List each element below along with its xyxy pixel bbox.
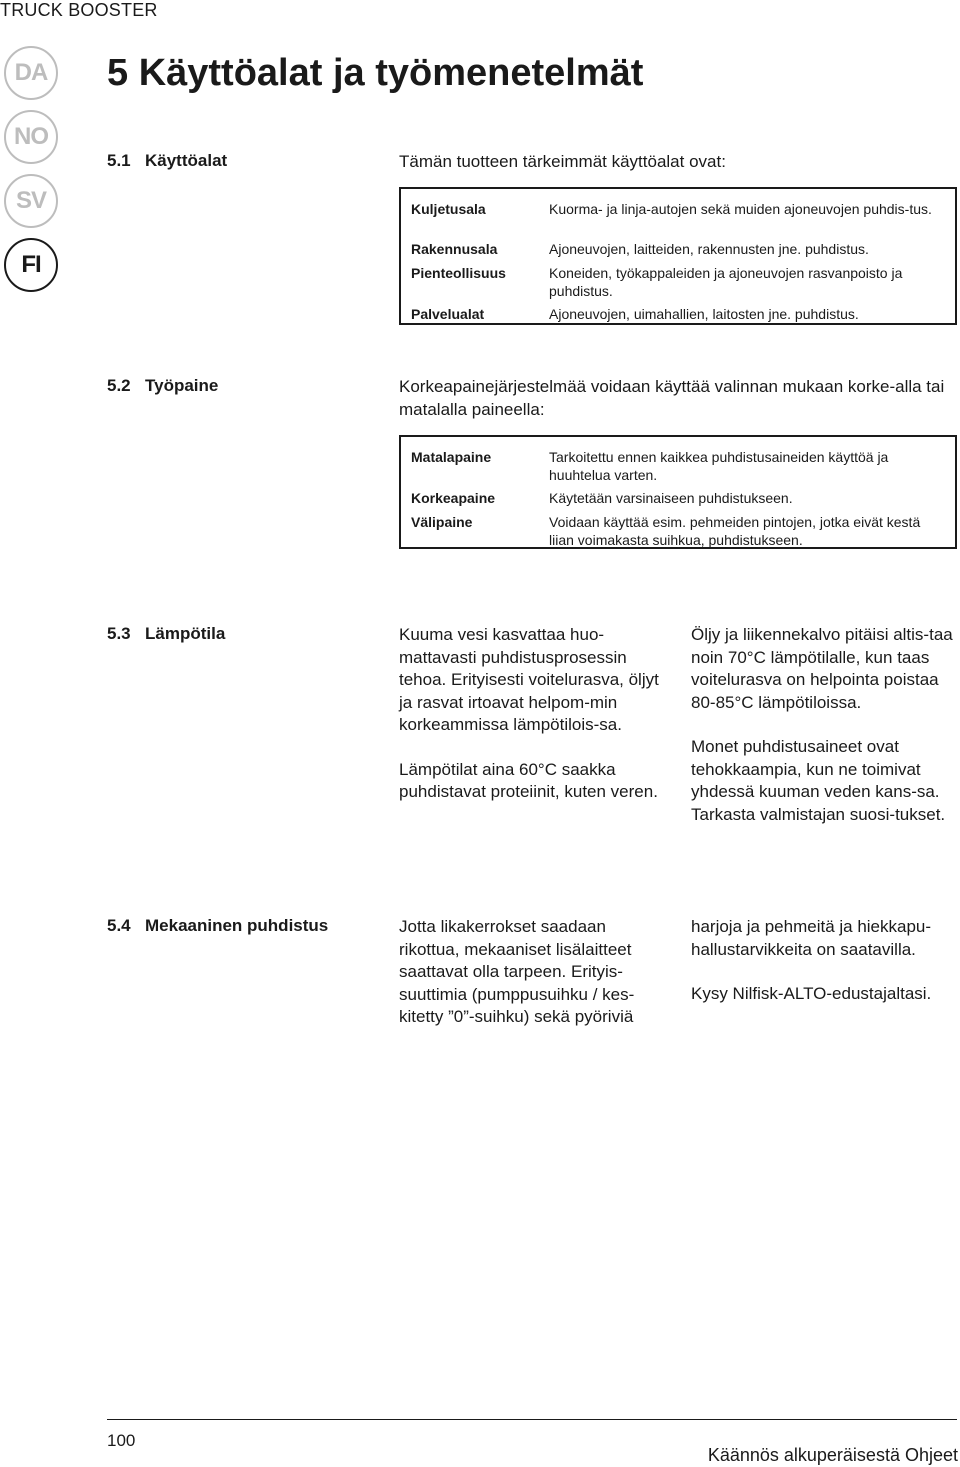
row-term: Korkeapaine bbox=[411, 490, 496, 506]
language-tab-fi[interactable]: FI bbox=[4, 238, 58, 292]
section-number: 5.4 bbox=[107, 916, 131, 935]
row-term: Kuljetusala bbox=[411, 201, 486, 217]
section-number: 5.1 bbox=[107, 151, 131, 170]
section-title: Käyttöalat bbox=[145, 151, 228, 170]
section-title: Työpaine bbox=[145, 376, 219, 395]
section-5-3-heading bbox=[107, 624, 225, 644]
paragraph: Kuuma vesi kasvattaa huo-mattavasti puhdistusprosessin tehoa. Erityisesti voitelurasva, öljyt ja rasvat irtoavat helpom-min korkeammissa lämpötilois-sa. bbox=[399, 625, 659, 734]
row-term: Rakennusala bbox=[411, 241, 498, 257]
row-description: Voidaan käyttää esim. pehmeiden pintojen, jotka eivät kestä liian voimakasta suihkua, puhdistukseen. bbox=[549, 514, 921, 548]
section-number: 5.3 bbox=[107, 624, 131, 643]
footer-divider bbox=[107, 1419, 957, 1420]
language-tab-no[interactable]: NO bbox=[4, 110, 58, 164]
paragraph: Monet puhdistusaineet ovat tehokkaampia, kun ne toimivat yhdessä kuuman veden kans-sa. Tarkasta valmistajan suosi-tukset. bbox=[691, 737, 946, 824]
row-description: Ajoneuvojen, uimahallien, laitosten jne. puhdistus. bbox=[549, 306, 859, 322]
language-tab-sv[interactable]: SV bbox=[4, 174, 58, 228]
row-term: Palvelualat bbox=[411, 306, 485, 322]
paragraph: harjoja ja pehmeitä ja hiekkapu-hallustarvikkeita on saatavilla. bbox=[691, 917, 932, 959]
row-description: Ajoneuvojen, laitteiden, rakennusten jne. puhdistus. bbox=[549, 241, 869, 257]
language-tab-da[interactable]: DA bbox=[4, 46, 58, 100]
row-term: Välipaine bbox=[411, 514, 473, 530]
section-5-4-column-2 bbox=[691, 916, 957, 1006]
chapter-title: 5 Käyttöalat ja työmenetelmät bbox=[107, 52, 644, 94]
row-term: Pienteollisuus bbox=[411, 265, 506, 281]
section-title: Mekaaninen puhdistus bbox=[145, 916, 329, 935]
section-5-3-column-2 bbox=[691, 624, 953, 826]
section-5-1-intro: Tämän tuotteen tärkeimmät käyttöalat ovat: bbox=[399, 152, 726, 171]
paragraph: Jotta likakerrokset saadaan rikottua, mekaaniset lisälaitteet saattavat olla tarpeen. Erityis-suuttimia (pumppusuihku / kes-kitetty ”0”-suihku) sekä pyöriviä bbox=[399, 917, 635, 1026]
paragraph: Öljy ja liikennekalvo pitäisi altis-taa noin 70°C lämpötilalle, kun taas voitelurasva on helpointa poistaa 80-85°C lämpötiloissa. bbox=[691, 625, 953, 712]
section-title: Lämpötila bbox=[145, 624, 226, 643]
pressure-table bbox=[399, 435, 957, 549]
row-description: Tarkoitettu ennen kaikkea puhdistusaineiden käyttöä ja huuhtelua varten. bbox=[549, 449, 889, 483]
section-5-4-heading bbox=[107, 916, 328, 936]
footer-note: Käännös alkuperäisestä Ohjeet bbox=[707, 1445, 958, 1465]
paragraph: Kysy Nilfisk-ALTO-edustajaltasi. bbox=[691, 984, 932, 1003]
row-description: Kuorma- ja linja-autojen sekä muiden ajoneuvojen puhdis-tus. bbox=[549, 201, 932, 217]
application-areas-table bbox=[399, 187, 957, 325]
row-term: Matalapaine bbox=[411, 449, 492, 465]
document-title: TRUCK BOOSTER bbox=[0, 0, 158, 20]
paragraph: Lämpötilat aina 60°C saakka puhdistavat proteiinit, kuten veren. bbox=[399, 759, 658, 801]
section-5-3-column-1 bbox=[399, 624, 661, 804]
section-5-1-heading bbox=[107, 151, 227, 171]
row-description: Koneiden, työkappaleiden ja ajoneuvojen rasvanpoisto ja puhdistus. bbox=[549, 265, 903, 299]
section-5-4-column-1 bbox=[399, 916, 661, 1029]
page-number: 100 bbox=[107, 1431, 136, 1450]
section-5-2-heading bbox=[107, 376, 218, 396]
row-description: Käytetään varsinaiseen puhdistukseen. bbox=[549, 490, 793, 506]
section-5-2-intro: Korkeapainejärjestelmää voidaan käyttää valinnan mukaan korke-alla tai matalalla paineella: bbox=[399, 377, 945, 419]
section-number: 5.2 bbox=[107, 376, 131, 395]
